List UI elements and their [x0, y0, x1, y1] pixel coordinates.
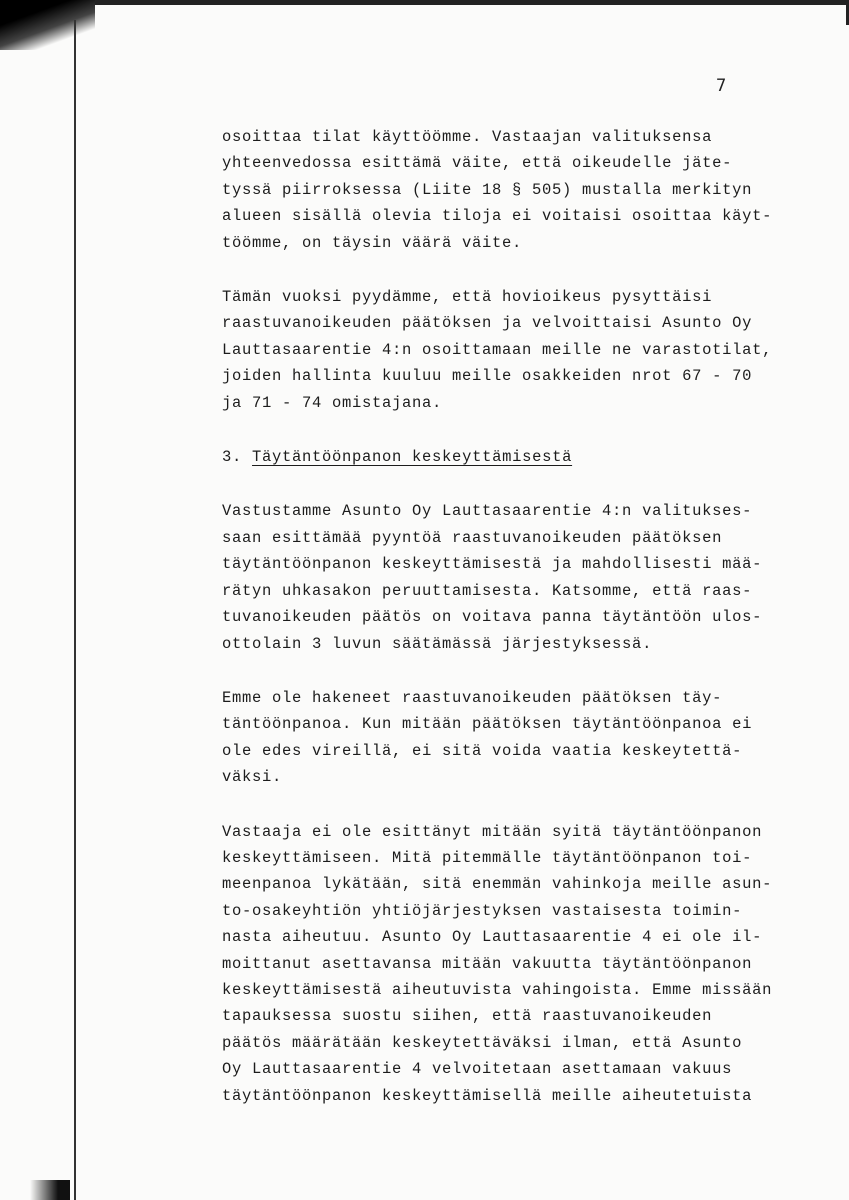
paragraph	[222, 284, 822, 416]
text-line: ottolain 3 luvun säätämässä järjestyksessä.	[222, 634, 653, 653]
scan-edge-bottom	[30, 1180, 70, 1200]
page-number: 7	[716, 76, 727, 96]
text-line: keskeyttämiseen. Mitä pitemmälle täytäntöönpanon toi-	[222, 848, 753, 867]
text-line: yhteenvedossa esittämä väite, että oikeudelle jäte-	[222, 154, 733, 173]
section-heading	[222, 444, 822, 470]
text-line: Vastustamme Asunto Oy Lauttasaarentie 4:n valitukses-	[222, 502, 753, 521]
text-line: tyssä piirroksessa (Liite 18 § 505) mustalla merkityn	[222, 180, 753, 199]
text-line: to-osakeyhtiön yhtiöjärjestyksen vastaisesta toimin-	[222, 901, 743, 920]
text-line: tuvanoikeuden päätös on voitava panna täytäntöön ulos-	[222, 608, 763, 627]
paragraph	[222, 498, 822, 656]
paragraph	[222, 819, 822, 1109]
text-line: saan esittämää pyyntöä raastuvanoikeuden päätöksen	[222, 528, 723, 547]
text-line: väksi.	[222, 768, 283, 787]
text-line: keskeyttämisestä aiheutuvista vahingoista. Emme missään	[222, 980, 773, 999]
text-line: ja 71 - 74 omistajana.	[222, 393, 443, 412]
text-line: täntöönpanoa. Kun mitään päätöksen täytäntöönpanoa ei	[222, 715, 753, 734]
text-line: tapauksessa suostu siihen, että raastuvanoikeuden	[222, 1007, 713, 1026]
section-title: Täytäntöönpanon keskeyttämisestä	[252, 448, 573, 467]
text-line: joiden hallinta kuuluu meille osakkeiden nrot 67 - 70	[222, 367, 753, 386]
text-line: Tämän vuoksi pyydämme, että hovioikeus pysyttäisi	[222, 288, 713, 307]
document-body	[222, 124, 822, 1137]
text-line: töömme, on täysin väärä väite.	[222, 233, 523, 252]
text-line: moittanut asettavansa mitään vakuutta täytäntöönpanon	[222, 954, 753, 973]
text-line: täytäntöönpanon keskeyttämisestä ja mahdollisesti mää-	[222, 555, 763, 574]
scan-edge-left	[74, 20, 76, 1200]
paragraph	[222, 124, 822, 256]
section-number: 3.	[222, 448, 243, 467]
text-line: nasta aiheutuu. Asunto Oy Lauttasaarentie 4 ei ole il-	[222, 928, 763, 947]
text-line: Vastaaja ei ole esittänyt mitään syitä täytäntöönpanon	[222, 822, 763, 841]
text-line: alueen sisällä olevia tiloja ei voitaisi osoittaa käyt-	[222, 207, 773, 226]
text-line: Oy Lauttasaarentie 4 velvoitetaan asettamaan vakuus	[222, 1060, 733, 1079]
text-line: Emme ole hakeneet raastuvanoikeuden päätöksen täy-	[222, 688, 723, 707]
text-line: osoittaa tilat käyttöömme. Vastaajan valituksensa	[222, 128, 713, 146]
text-line: meenpanoa lykätään, sitä enemmän vahinkoja meille asun-	[222, 875, 773, 894]
text-line: rätyn uhkasakon peruuttamisesta. Katsomme, että raas-	[222, 581, 753, 600]
text-line: päätös määrätään keskeytettäväksi ilman, että Asunto	[222, 1033, 743, 1052]
text-line: täytäntöönpanon keskeyttämisellä meille aiheutetuista	[222, 1086, 753, 1105]
paragraph	[222, 685, 822, 791]
text-line: Lauttasaarentie 4:n osoittamaan meille ne varastotilat,	[222, 340, 773, 359]
scan-edge-top	[0, 0, 849, 5]
text-line: ole edes vireillä, ei sitä voida vaatia keskeytettä-	[222, 741, 743, 760]
text-line: raastuvanoikeuden päätöksen ja velvoittaisi Asunto Oy	[222, 314, 753, 333]
scan-edge-corner	[0, 0, 95, 50]
